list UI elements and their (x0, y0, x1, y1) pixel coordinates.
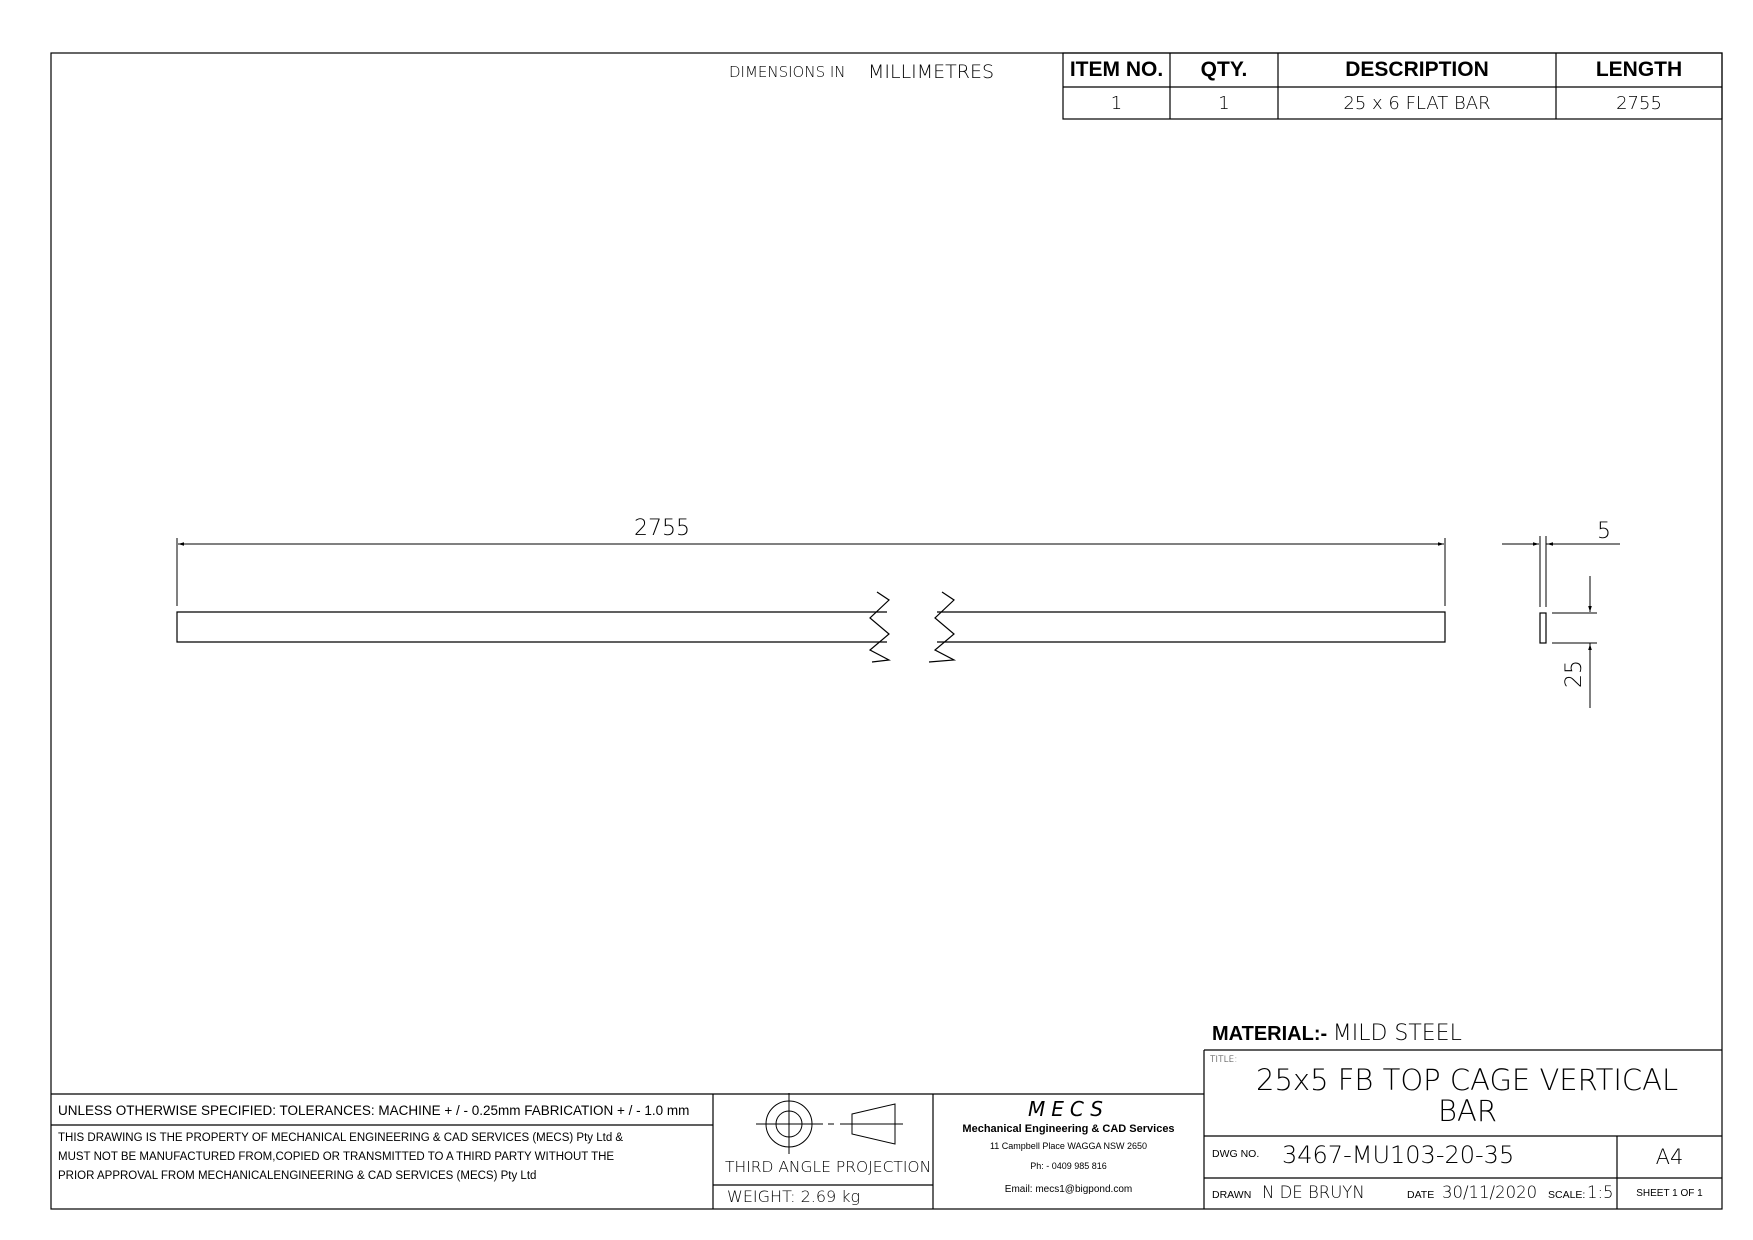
company-email: Email: mecs1@bigpond.com (1004, 1183, 1133, 1195)
third-angle-projection-icon (756, 1093, 903, 1154)
parts-header-item-no: ITEM NO. (1069, 58, 1164, 81)
sheet-number: SHEET 1 OF 1 (1636, 1188, 1703, 1199)
dwg-no-value: 3467-MU103-20-35 (1282, 1141, 1515, 1169)
company-address: 11 Campbell Place WAGGA NSW 2650 (989, 1141, 1148, 1151)
length-dimension (177, 538, 1445, 606)
company-name: Mechanical Engineering & CAD Services (962, 1123, 1175, 1135)
material-row (1212, 1023, 1462, 1045)
date-value: 30/11/2020 (1442, 1183, 1538, 1202)
title-label: TITLE: (1210, 1055, 1238, 1065)
material-value: MILD STEEL (1332, 1021, 1462, 1046)
company-logo: MECS (1028, 1097, 1109, 1121)
bar-end-view (1540, 613, 1546, 643)
tolerances-note: UNLESS OTHERWISE SPECIFIED: TOLERANCES: MACHINE + / - 0.25mm FABRICATION + / - 1.0 mm (58, 1103, 690, 1118)
parts-cell-qty: 1 (1218, 92, 1230, 114)
title-line-2: BAR (1438, 1094, 1497, 1128)
parts-header-length: LENGTH (1595, 58, 1683, 81)
bar-main-view (177, 592, 1445, 662)
projection-label: THIRD ANGLE PROJECTION (725, 1158, 932, 1176)
drawing-border (51, 53, 1722, 1209)
thickness-dimension-label: 5 (1597, 519, 1611, 544)
company-phone: Ph: - 0409 985 816 (1030, 1161, 1107, 1171)
property-note-line-3: PRIOR APPROVAL FROM MECHANICALENGINEERING & CAD SERVICES (MECS) Pty Ltd (58, 1170, 537, 1182)
material-label: MATERIAL:- (1212, 1023, 1328, 1045)
length-dimension-label: 2755 (634, 516, 690, 541)
drawn-label: DRAWN (1212, 1189, 1252, 1201)
property-note-line-1: THIS DRAWING IS THE PROPERTY OF MECHANICAL ENGINEERING & CAD SERVICES (MECS) Pty Ltd & (58, 1132, 624, 1144)
parts-header-qty: QTY. (1200, 58, 1248, 81)
sheet-size: A4 (1655, 1145, 1684, 1169)
parts-header-description: DESCRIPTION (1345, 58, 1489, 81)
thickness-dimension (1502, 536, 1620, 607)
dimensions-label: DIMENSIONS IN (729, 63, 846, 81)
width-dimension-label: 25 (1562, 660, 1587, 688)
title-line-1: 25x5 FB TOP CAGE VERTICAL (1256, 1063, 1679, 1097)
scale-label: SCALE: (1548, 1189, 1586, 1201)
width-dimension (1552, 576, 1597, 708)
dwg-no-label: DWG NO. (1212, 1148, 1260, 1160)
date-label: DATE (1407, 1189, 1435, 1201)
scale-value: 1:5 (1587, 1183, 1614, 1202)
parts-cell-length: 2755 (1616, 92, 1662, 114)
dimensions-unit: MILLIMETRES (868, 61, 995, 83)
parts-cell-item-no: 1 (1110, 92, 1123, 114)
parts-cell-description: 25 x 6 FLAT BAR (1343, 92, 1491, 114)
drawn-by: N DE BRUYN (1262, 1183, 1365, 1202)
weight-value: WEIGHT: 2.69 kg (727, 1187, 861, 1206)
property-note-line-2: MUST NOT BE MANUFACTURED FROM,COPIED OR TRANSMITTED TO A THIRD PARTY WITHOUT THE (58, 1151, 615, 1163)
